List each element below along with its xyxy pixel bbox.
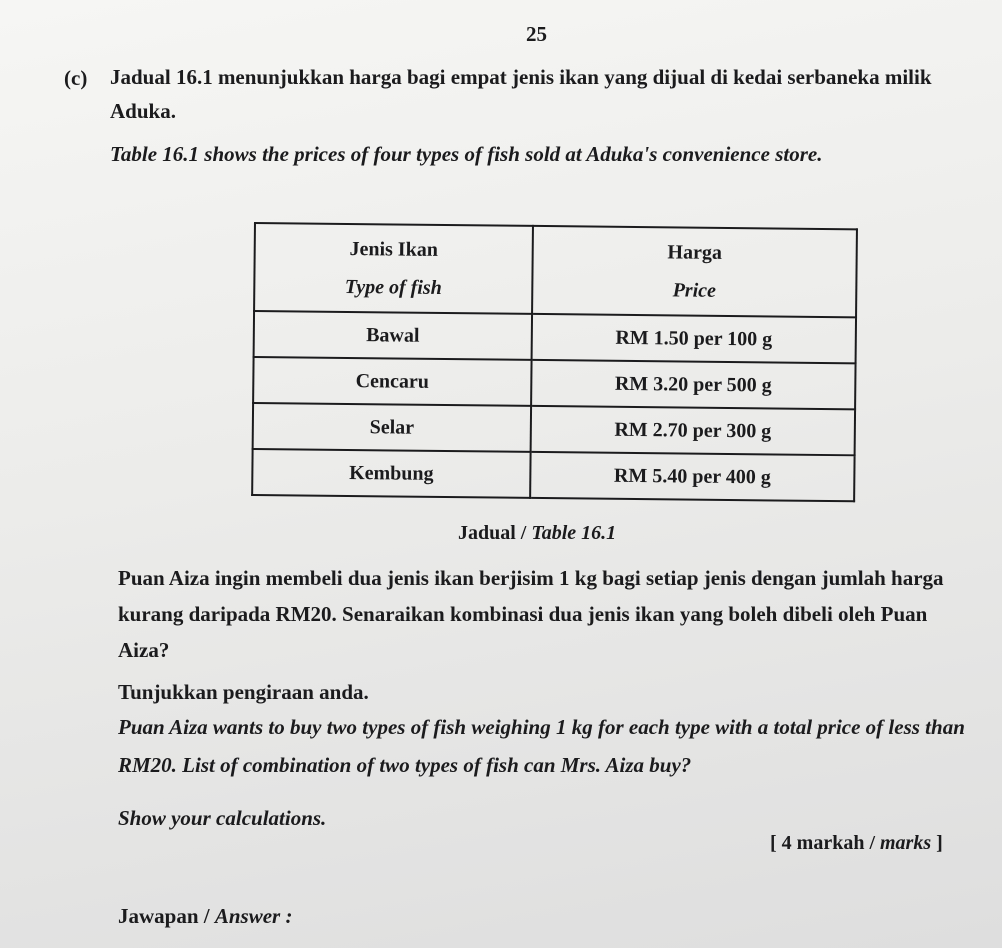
table-row: [253, 403, 855, 455]
caption-malay: Jadual /: [458, 522, 527, 544]
price-cell: RM 1.50 per 100 g: [532, 314, 856, 363]
price-cell: RM 2.70 per 300 g: [531, 406, 855, 455]
fish-name-cell: Bawal: [254, 311, 532, 360]
instruction-malay: Tunjukkan pengiraan anda.: [118, 680, 369, 704]
fish-name-cell: Selar: [253, 403, 531, 452]
fish-name-cell: Kembung: [252, 449, 530, 498]
question-part-label: (c): [64, 66, 88, 90]
intro-english: Table 16.1 shows the prices of four types of fish sold at Aduka's convenience store.: [110, 142, 823, 166]
header-col2-malay: Harga: [667, 241, 723, 264]
marks-open: [ 4 markah /: [770, 832, 875, 854]
fish-name-cell: Cencaru: [253, 357, 531, 406]
answer-english: Answer :: [214, 904, 293, 928]
table-row: [253, 357, 855, 409]
answer-malay: Jawapan /: [118, 904, 210, 928]
table-row: [252, 449, 854, 501]
table-header-row: [254, 223, 857, 317]
answer-label: [118, 904, 292, 929]
table-caption: [458, 522, 616, 545]
marks-english: marks: [880, 832, 932, 854]
instruction-english: Show your calculations.: [118, 806, 327, 830]
question-english: Puan Aiza wants to buy two types of fish weighing 1 kg for each type with a total price of less than RM20. List of combination of two types of fish can Mrs. Aiza buy?: [118, 715, 965, 777]
price-cell: RM 5.40 per 400 g: [530, 452, 854, 501]
header-price: [532, 226, 857, 317]
fish-price-table: [251, 222, 858, 502]
header-type-of-fish: [254, 223, 533, 314]
question-malay: Puan Aiza ingin membeli dua jenis ikan berjisim 1 kg bagi setiap jenis dengan jumlah harga kurang daripada RM20. Senaraikan kombinasi dua jenis ikan yang boleh dibeli oleh Puan Aiza?: [118, 566, 944, 662]
price-cell: RM 3.20 per 500 g: [531, 360, 855, 409]
marks-label: [770, 832, 943, 855]
intro-malay: Jadual 16.1 menunjukkan harga bagi empat jenis ikan yang dijual di kedai serbaneka milik Aduka.: [110, 65, 932, 123]
header-col1-english: Type of fish: [344, 275, 442, 299]
table-row: [254, 311, 856, 363]
header-col2-english: Price: [672, 279, 717, 302]
caption-english: Table 16.1: [531, 522, 617, 544]
marks-close: ]: [936, 832, 943, 854]
page-number: 25: [526, 22, 547, 46]
header-col1-malay: Jenis Ikan: [349, 238, 439, 261]
